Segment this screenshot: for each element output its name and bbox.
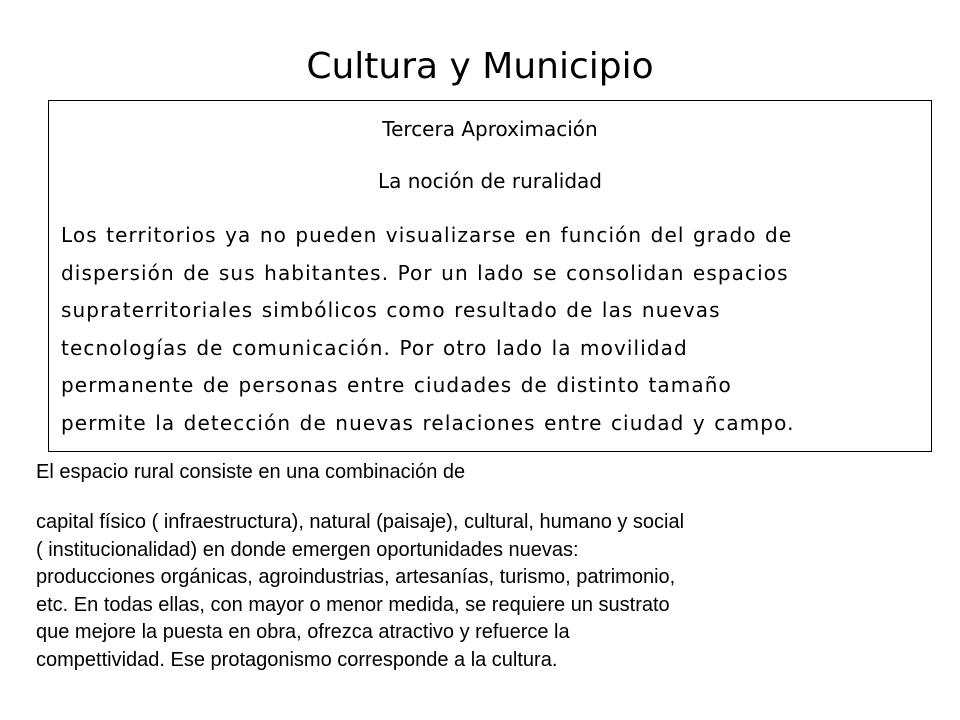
box-subheading: La noción de ruralidad <box>378 169 602 193</box>
box-paragraph-line: permite la detección de nuevas relaciones entre ciudad y campo. <box>61 410 795 435</box>
body-paragraph-line: etc. En todas ellas, con mayor o menor medida, se requiere un sustrato <box>36 593 670 616</box>
box-paragraph-line: dispersión de sus habitantes. Por un lado se consolidan espacios <box>61 260 789 285</box>
body-paragraph <box>36 509 926 674</box>
slide-title: Cultura y Municipio <box>306 46 654 87</box>
body-paragraph-line: que mejore la puesta en obra, ofrezca atractivo y refuerce la <box>36 621 570 643</box>
box-paragraph-line: permanente de personas entre ciudades de distinto tamaño <box>61 373 732 397</box>
box-heading: Tercera Aproximación <box>382 117 598 141</box>
approximation-box <box>48 100 932 452</box>
body-paragraph-line: capital físico ( infraestructura), natural (paisaje), cultural, humano y social <box>36 511 685 533</box>
body-intro: El espacio rural consiste en una combinación de <box>36 461 466 483</box>
body-paragraph-line: ( institucionalidad) en donde emergen oportunidades nuevas: <box>36 538 579 561</box>
body-paragraph-line: compettividad. Ese protagonismo corresponde a la cultura. <box>36 648 558 671</box>
box-paragraph-line: Los territorios ya no pueden visualizarse en función del grado de <box>61 223 793 247</box>
box-paragraph-line: tecnologías de comunicación. Por otro lado la movilidad <box>61 335 688 360</box>
box-paragraph-line: supraterritoriales simbólicos como resultado de las nuevas <box>61 298 721 322</box>
body-paragraph-line: producciones orgánicas, agroindustrias, artesanías, turismo, patrimonio, <box>36 566 676 588</box>
box-paragraph <box>61 217 923 442</box>
